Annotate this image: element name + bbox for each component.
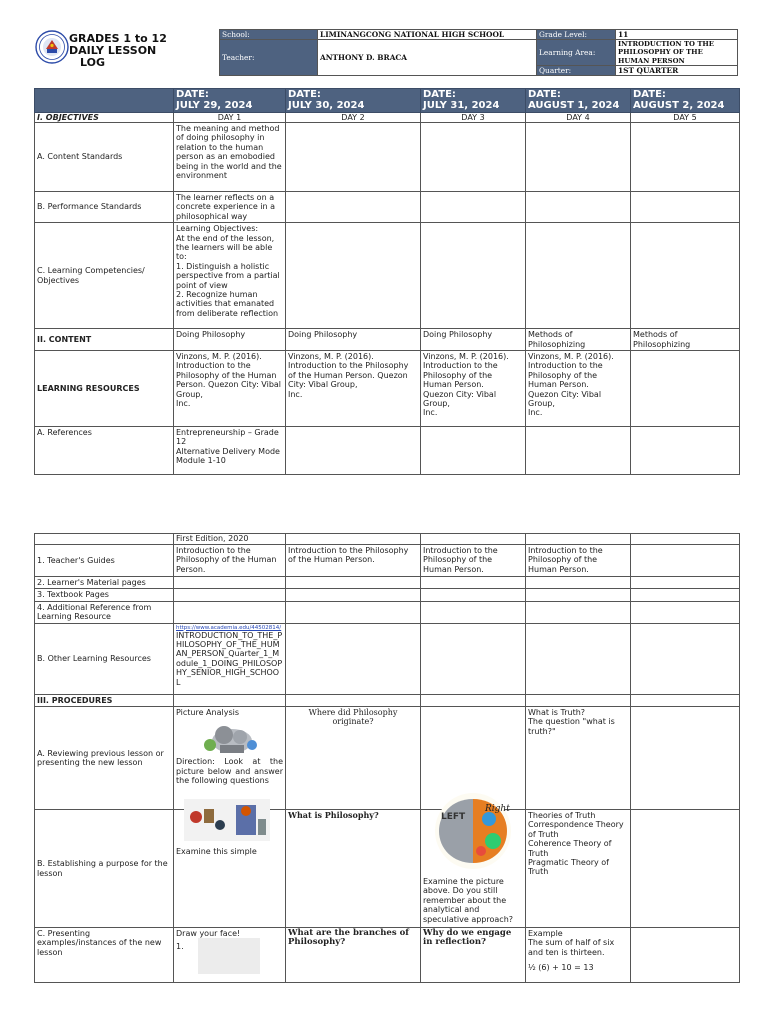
performance-standards-row <box>35 192 740 223</box>
area-label: Learning Area: <box>537 40 616 66</box>
presenting-day4-equation: ½ (6) + 10 = 13 <box>528 963 594 973</box>
textbook-pages-row <box>35 589 740 601</box>
lesson-log-table <box>34 88 740 475</box>
date-day1: DATE: JULY 29, 2024 <box>174 89 286 113</box>
dates-corner <box>35 89 174 113</box>
reviewing-day2: Where did Philosophy originate? <box>286 707 421 810</box>
teachers-guides-day2: Introduction to the Philosophy of the Human Person. <box>286 545 421 577</box>
textbook-pages-label: 3. Textbook Pages <box>35 589 174 601</box>
brain-gears-image <box>196 721 266 755</box>
day-label-2: DAY 2 <box>286 113 421 123</box>
references-day1: Entrepreneurship – Grade 12 Alternative Delivery Mode Module 1-10 <box>174 427 286 475</box>
learners-material-row <box>35 577 740 589</box>
references-label: A. References <box>35 427 174 475</box>
additional-reference-label: 4. Additional Reference from Learning Resource <box>35 601 174 623</box>
teacher-label: Teacher: <box>220 40 318 76</box>
draw-face-item-number: 1. <box>176 942 184 952</box>
content-standards-row <box>35 123 740 192</box>
teachers-guides-day1: Introduction to the Philosophy of the Human Person. <box>174 545 286 577</box>
day-label-4: DAY 4 <box>526 113 631 123</box>
grade-value: 11 <box>616 30 738 40</box>
resources-day4: Vinzons, M. P. (2016). Introduction to the Philosophy of the Human Person. Quezon City: Vibal Group, Inc. <box>526 351 631 427</box>
references-row <box>35 427 740 475</box>
competencies-day1: Learning Objectives: At the end of the lesson, the learners will be able to: 1. Distinguish a holistic perspective from a partial point of view 2. Recognize human activities that emanated from deliberate reflection <box>174 223 286 329</box>
title-line-3: LOG <box>80 56 105 69</box>
establishing-day3 <box>421 804 526 928</box>
first-edition-row <box>35 534 740 545</box>
area-value: INTRODUCTION TO THE PHILOSOPHY OF THE HUMAN PERSON <box>616 40 738 66</box>
draw-face-item <box>176 942 283 974</box>
picture-analysis-title: Picture Analysis <box>176 708 240 718</box>
teachers-guides-day4: Introduction to the Philosophy of the Human Person. <box>526 545 631 577</box>
content-row <box>35 329 740 351</box>
draw-face-text: Draw your face! <box>176 929 241 939</box>
day-label-5: DAY 5 <box>631 113 740 123</box>
presenting-day4-text: Example The sum of half of six and ten is thirteen. <box>528 929 615 957</box>
competencies-row <box>35 223 740 329</box>
reviewing-day4: What is Truth? The question "what is truth?" <box>526 707 631 810</box>
resources-day2: Vinzons, M. P. (2016). Introduction to the Philosophy of the Human Person. Quezon City: Vibal Group, Inc. <box>286 351 421 427</box>
teachers-guides-row <box>35 545 740 577</box>
other-resources-label: B. Other Learning Resources <box>35 623 174 694</box>
content-standards-day1: The meaning and method of doing philosophy in relation to the human person as an emobodied being in the world and the environment <box>174 123 286 192</box>
reviewing-day1 <box>174 707 286 810</box>
day-label-3: DAY 3 <box>421 113 526 123</box>
procedures-heading-row <box>35 694 740 706</box>
dates-row <box>35 89 740 113</box>
presenting-label: C. Presenting examples/instances of the new lesson <box>35 928 174 983</box>
content-day5: Methods of Philosophizing <box>631 329 740 351</box>
content-standards-label: A. Content Standards <box>35 123 174 192</box>
picture-direction: Direction: Look at the picture below and answer the following questions <box>176 757 283 786</box>
title-line-2: DAILY LESSON <box>69 44 157 57</box>
resources-day3: Vinzons, M. P. (2016). Introduction to the Philosophy of the Human Person. Quezon City: Vibal Group, Inc. <box>421 351 526 427</box>
content-day3: Doing Philosophy <box>421 329 526 351</box>
school-info-table <box>219 29 738 76</box>
establishing-day3-text: Examine the picture above. Do you still remember about the analytical and speculative approach? <box>423 877 514 924</box>
establishing-day1 <box>174 810 286 928</box>
title-line-1: GRADES 1 to 12 <box>69 32 167 45</box>
left-right-brain-image <box>431 789 515 873</box>
content-heading: II. CONTENT <box>35 329 174 351</box>
competencies-label: C. Learning Competencies/ Objectives <box>35 223 174 329</box>
date-day3: DATE: JULY 31, 2024 <box>421 89 526 113</box>
content-day1: Doing Philosophy <box>174 329 286 351</box>
date-day4: DATE: AUGUST 1, 2024 <box>526 89 631 113</box>
presenting-day3: Why do we engage in reflection? <box>421 928 526 983</box>
resources-row <box>35 351 740 427</box>
resources-day1: Vinzons, M. P. (2016). Introduction to the Philosophy of the Human Person. Quezon City: Vibal Group, Inc. <box>174 351 286 427</box>
presenting-day4 <box>526 928 631 983</box>
presenting-row <box>35 928 740 983</box>
left-label: LEFT <box>441 812 466 823</box>
additional-reference-row <box>35 601 740 623</box>
other-resources-day1 <box>174 623 286 694</box>
establishing-row <box>35 810 740 928</box>
objectives-heading: I. OBJECTIVES <box>35 113 174 123</box>
reviewing-row <box>35 707 740 810</box>
establishing-day2: What is Philosophy? <box>286 810 421 928</box>
first-edition: First Edition, 2020 <box>174 534 286 545</box>
content-day4: Methods of Philosophizing <box>526 329 631 351</box>
resources-day5 <box>631 351 740 427</box>
deped-seal-logo <box>35 30 69 64</box>
other-resources-row <box>35 623 740 694</box>
other-resources-text: INTRODUCTION_TO_THE_PHILOSOPHY_OF_THE_HUMAN_PERSON_Quarter_1_Module_1_DOING_PHILOSOPHY_SENIOR_HIGH_SCHOOL <box>176 630 283 687</box>
day-label-1: DAY 1 <box>174 113 286 123</box>
academia-link[interactable]: https://www.academia.edu/44502814/ <box>176 624 282 631</box>
establishing-label: B. Establishing a purpose for the lesson <box>35 810 174 928</box>
date-day5: DATE: AUGUST 2, 2024 <box>631 89 740 113</box>
grade-label: Grade Level: <box>537 30 616 40</box>
teacher-value: ANTHONY D. BRACA <box>318 40 537 76</box>
days-row <box>35 113 740 123</box>
school-value: LIMINANGCONG NATIONAL HIGH SCHOOL <box>318 30 537 40</box>
presenting-day2: What are the branches of Philosophy? <box>286 928 421 983</box>
face-image-placeholder <box>198 938 260 974</box>
quarter-label: Quarter: <box>537 66 616 76</box>
objects-image <box>184 799 270 841</box>
dll-title <box>69 33 167 69</box>
establishing-day1-text: Examine this simple <box>176 847 257 857</box>
quarter-text: 1ST QUARTER <box>618 66 679 76</box>
reviewing-label: A. Reviewing previous lesson or presenting the new lesson <box>35 707 174 810</box>
quarter-value <box>616 66 738 76</box>
lesson-log-table-page2 <box>34 533 740 983</box>
performance-standards-day1: The learner reflects on a concrete experience in a philosophical way <box>174 192 286 223</box>
resources-heading: LEARNING RESOURCES <box>35 351 174 427</box>
date-day2: DATE: JULY 30, 2024 <box>286 89 421 113</box>
learners-material-label: 2. Learner's Material pages <box>35 577 174 589</box>
performance-standards-label: B. Performance Standards <box>35 192 174 223</box>
right-label: Right <box>485 804 510 815</box>
presenting-day1 <box>174 928 286 983</box>
establishing-day4: Theories of Truth Correspondence Theory of Truth Coherence Theory of Truth Pragmatic Theory of Truth <box>526 810 631 928</box>
teachers-guides-label: 1. Teacher's Guides <box>35 545 174 577</box>
content-day2: Doing Philosophy <box>286 329 421 351</box>
teachers-guides-day3: Introduction to the Philosophy of the Human Person. <box>421 545 526 577</box>
procedures-heading: III. PROCEDURES <box>35 694 174 706</box>
school-label: School: <box>220 30 318 40</box>
teachers-guides-day5 <box>631 545 740 577</box>
